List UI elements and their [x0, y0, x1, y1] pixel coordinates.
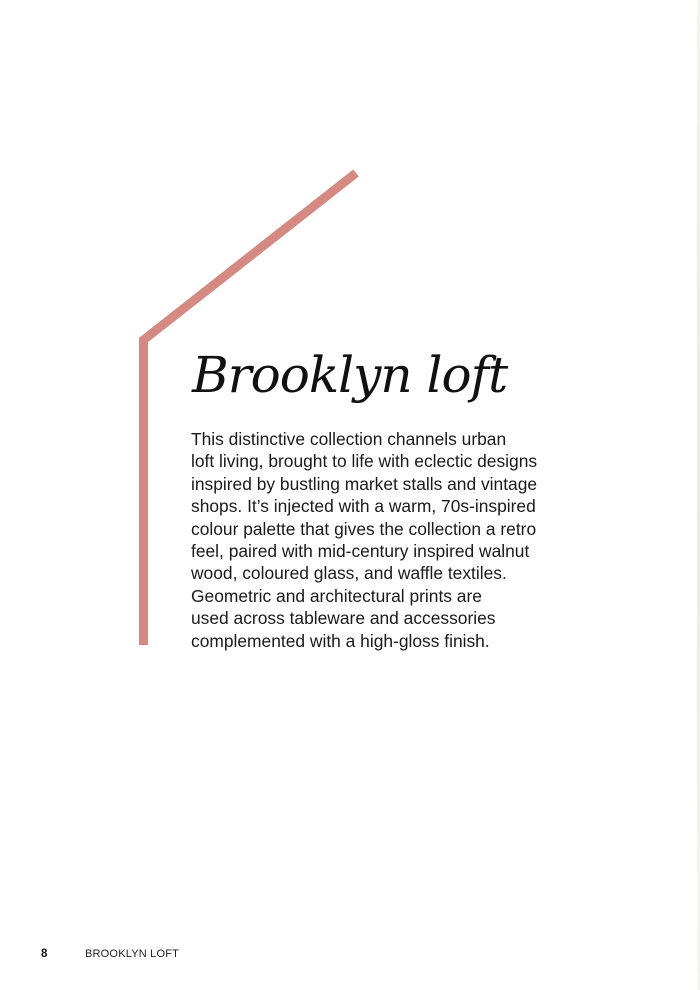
paragraph-line: complemented with a high-gloss finish. [191, 630, 490, 651]
intro-paragraph [191, 428, 537, 652]
paragraph-line: feel, paired with mid-century inspired walnut [191, 541, 530, 562]
paragraph-line: inspired by bustling market stalls and vintage [191, 473, 538, 494]
paragraph-line: wood, coloured glass, and waffle textiles. [191, 563, 507, 584]
page-footer [0, 944, 700, 966]
paragraph-line: Geometric and architectural prints are [191, 585, 482, 606]
page-title: Brooklyn loft [192, 346, 508, 404]
paragraph-line: loft living, brought to life with eclectic designs [191, 451, 538, 472]
section-label: BROOKLYN LOFT [85, 948, 180, 960]
paragraph-line: used across tableware and accessories [191, 608, 496, 629]
paragraph-line: colour palette that gives the collection a retro [191, 518, 537, 539]
page-number: 8 [41, 948, 48, 960]
paragraph-line: This distinctive collection channels urban [191, 429, 507, 449]
paragraph-line: shops. It’s injected with a warm, 70s-inspired [191, 496, 536, 517]
